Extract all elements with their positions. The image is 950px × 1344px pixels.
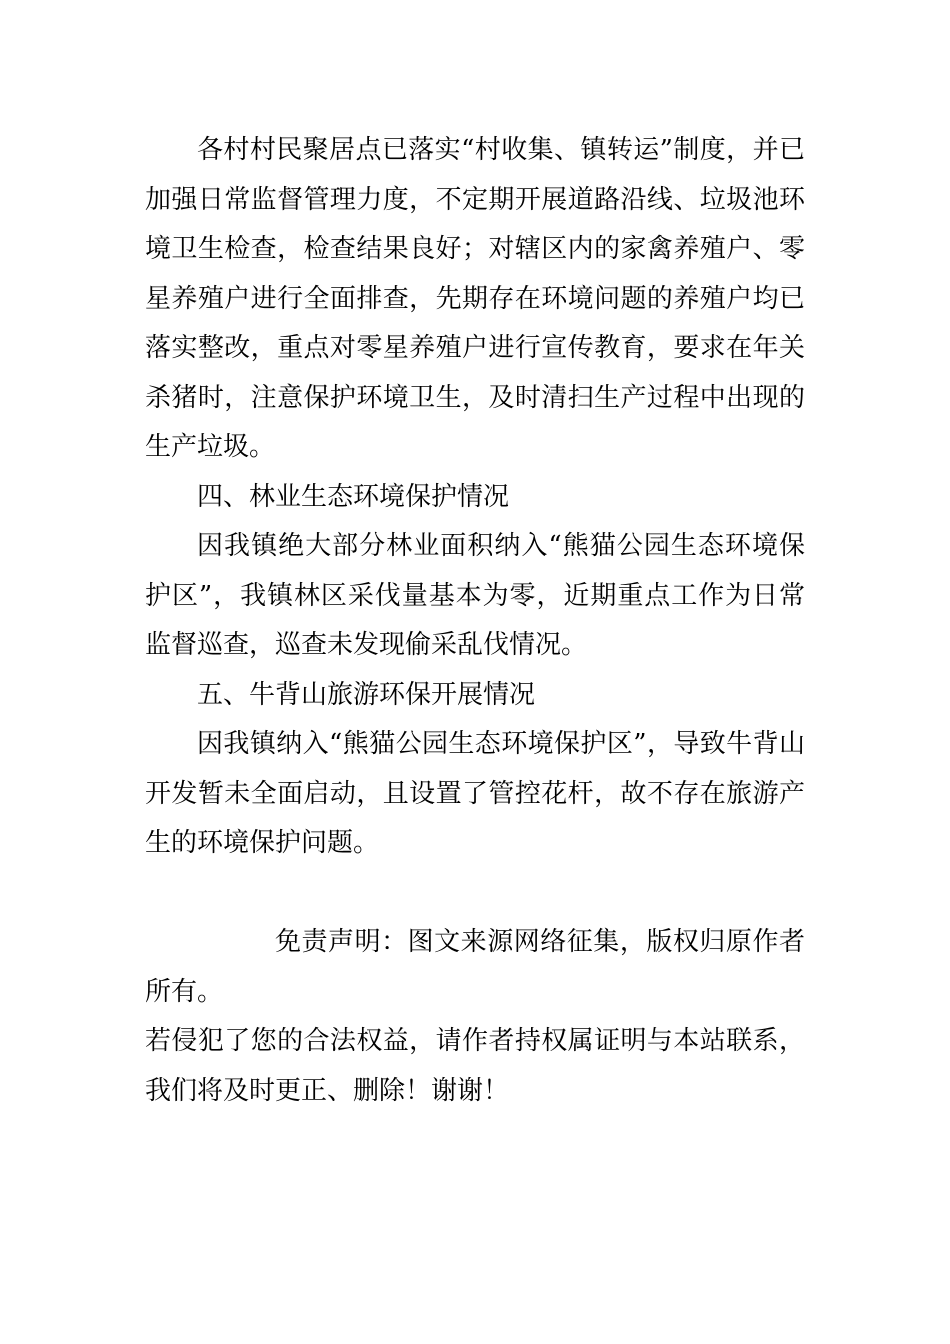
paragraph-tourism: 因我镇纳入“熊猫公园生态环境保护区”，导致牛背山开发暂未全面启动，且设置了管控花杆，故不存在旅游产生的环境保护问题。 bbox=[145, 729, 805, 858]
disclaimer-line-1: 免责声明：图文来源网络征集，版权归原作者所有。 bbox=[145, 927, 805, 1007]
disclaimer-line-2: 若侵犯了您的合法权益，请作者持权属证明与本站联系，我们将及时更正、删除！谢谢！ bbox=[145, 1026, 805, 1106]
blank-line bbox=[145, 869, 805, 919]
section-heading-forestry: 四、林业生态环境保护情况 bbox=[197, 481, 510, 512]
paragraph-forestry: 因我镇绝大部分林业面积纳入“熊猫公园生态环境保护区”，我镇林区采伐量基本为零，近期重点工作为日常监督巡查，巡查未发现偷采乱伐情况。 bbox=[145, 531, 805, 660]
section-heading-tourism: 五、牛背山旅游环保开展情况 bbox=[197, 679, 536, 710]
paragraph-village-sanitation: 各村村民聚居点已落实“村收集、镇转运”制度，并已加强日常监督管理力度，不定期开展道路沿线、垃圾池环境卫生检查，检查结果良好；对辖区内的家禽养殖户、零星养殖户进行全面排查，先期存在环境问题的养殖户均已落实整改，重点对零星养殖户进行宣传教育，要求在年关杀猪时，注意保护环境卫生，及时清扫生产过程中出现的生产垃圾。 bbox=[145, 135, 805, 462]
document-body bbox=[145, 126, 805, 1116]
